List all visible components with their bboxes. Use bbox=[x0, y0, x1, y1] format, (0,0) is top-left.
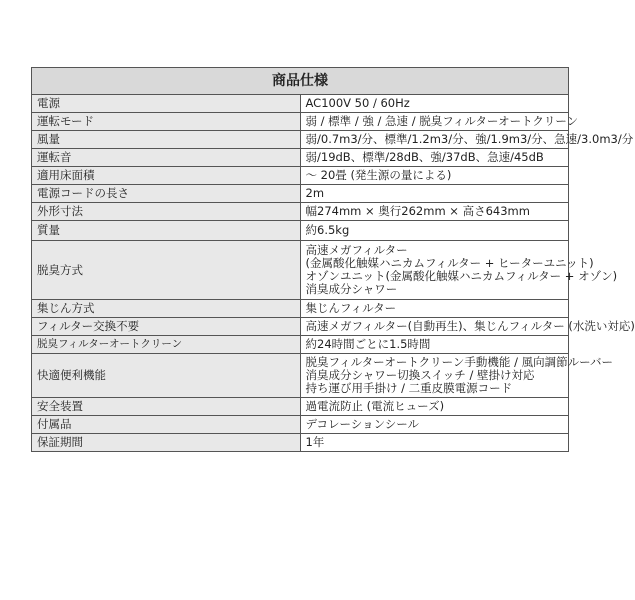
row-value: 1年 bbox=[300, 434, 569, 452]
table-row bbox=[32, 95, 569, 113]
row-value: AC100V 50 / 60Hz bbox=[300, 95, 569, 113]
table-row bbox=[32, 241, 569, 300]
row-label: 質量 bbox=[32, 221, 301, 241]
table-title: 商品仕様 bbox=[32, 68, 569, 95]
row-value: 弱/19dB、標準/28dB、強/37dB、急速/45dB bbox=[300, 149, 569, 167]
row-value: 約6.5kg bbox=[300, 221, 569, 241]
row-label: 快適便利機能 bbox=[32, 354, 301, 398]
row-label: 脱臭フィルターオートクリーン bbox=[32, 336, 301, 354]
spec-table bbox=[31, 67, 635, 452]
table-row bbox=[32, 203, 569, 221]
row-label: 保証期間 bbox=[32, 434, 301, 452]
row-label: フィルター交換不要 bbox=[32, 318, 301, 336]
table-row bbox=[32, 434, 569, 452]
row-value: 脱臭フィルターオートクリーン手動機能 / 風向調節ルーバー 消臭成分シャワー切換スイッチ / 壁掛け対応 持ち運び用手掛け / 二重皮膜電源コード bbox=[300, 354, 569, 398]
row-value: 集じんフィルター bbox=[300, 300, 569, 318]
row-value: 高速メガフィルター(自動再生)、集じんフィルター (水洗い対応) bbox=[300, 318, 569, 336]
row-label: 電源コードの長さ bbox=[32, 185, 301, 203]
row-value: 約24時間ごとに1.5時間 bbox=[300, 336, 569, 354]
table-row bbox=[32, 416, 569, 434]
row-label: 適用床面積 bbox=[32, 167, 301, 185]
row-label: 脱臭方式 bbox=[32, 241, 301, 300]
row-label: 安全装置 bbox=[32, 398, 301, 416]
row-label: 付属品 bbox=[32, 416, 301, 434]
table-row bbox=[32, 354, 569, 398]
row-value: 幅274mm × 奥行262mm × 高さ643mm bbox=[300, 203, 569, 221]
table-row bbox=[32, 149, 569, 167]
table-row bbox=[32, 300, 569, 318]
table-row bbox=[32, 113, 569, 131]
row-value: 〜 20畳 (発生源の量による) bbox=[300, 167, 569, 185]
table-row bbox=[32, 131, 569, 149]
row-label: 風量 bbox=[32, 131, 301, 149]
table-row bbox=[32, 398, 569, 416]
row-label: 集じん方式 bbox=[32, 300, 301, 318]
table-row bbox=[32, 318, 569, 336]
table-row bbox=[32, 221, 569, 241]
row-value: 弱/0.7m3/分、標準/1.2m3/分、強/1.9m3/分、急速/3.0m3/分 bbox=[300, 131, 569, 149]
table-header-row bbox=[32, 68, 569, 95]
table-row bbox=[32, 185, 569, 203]
table-row bbox=[32, 336, 569, 354]
row-label: 外形寸法 bbox=[32, 203, 301, 221]
row-label: 電源 bbox=[32, 95, 301, 113]
table-row bbox=[32, 167, 569, 185]
row-label: 運転モード bbox=[32, 113, 301, 131]
row-value: 高速メガフィルター (金属酸化触媒ハニカムフィルター + ヒーターユニット) オゾンユニット(金属酸化触媒ハニカムフィルター + オゾン) 消臭成分シャワー bbox=[300, 241, 569, 300]
row-value: 弱 / 標準 / 強 / 急速 / 脱臭フィルターオートクリーン bbox=[300, 113, 569, 131]
row-value: デコレーションシール bbox=[300, 416, 569, 434]
row-value: 過電流防止 (電流ヒューズ) bbox=[300, 398, 569, 416]
row-value: 2m bbox=[300, 185, 569, 203]
row-label: 運転音 bbox=[32, 149, 301, 167]
